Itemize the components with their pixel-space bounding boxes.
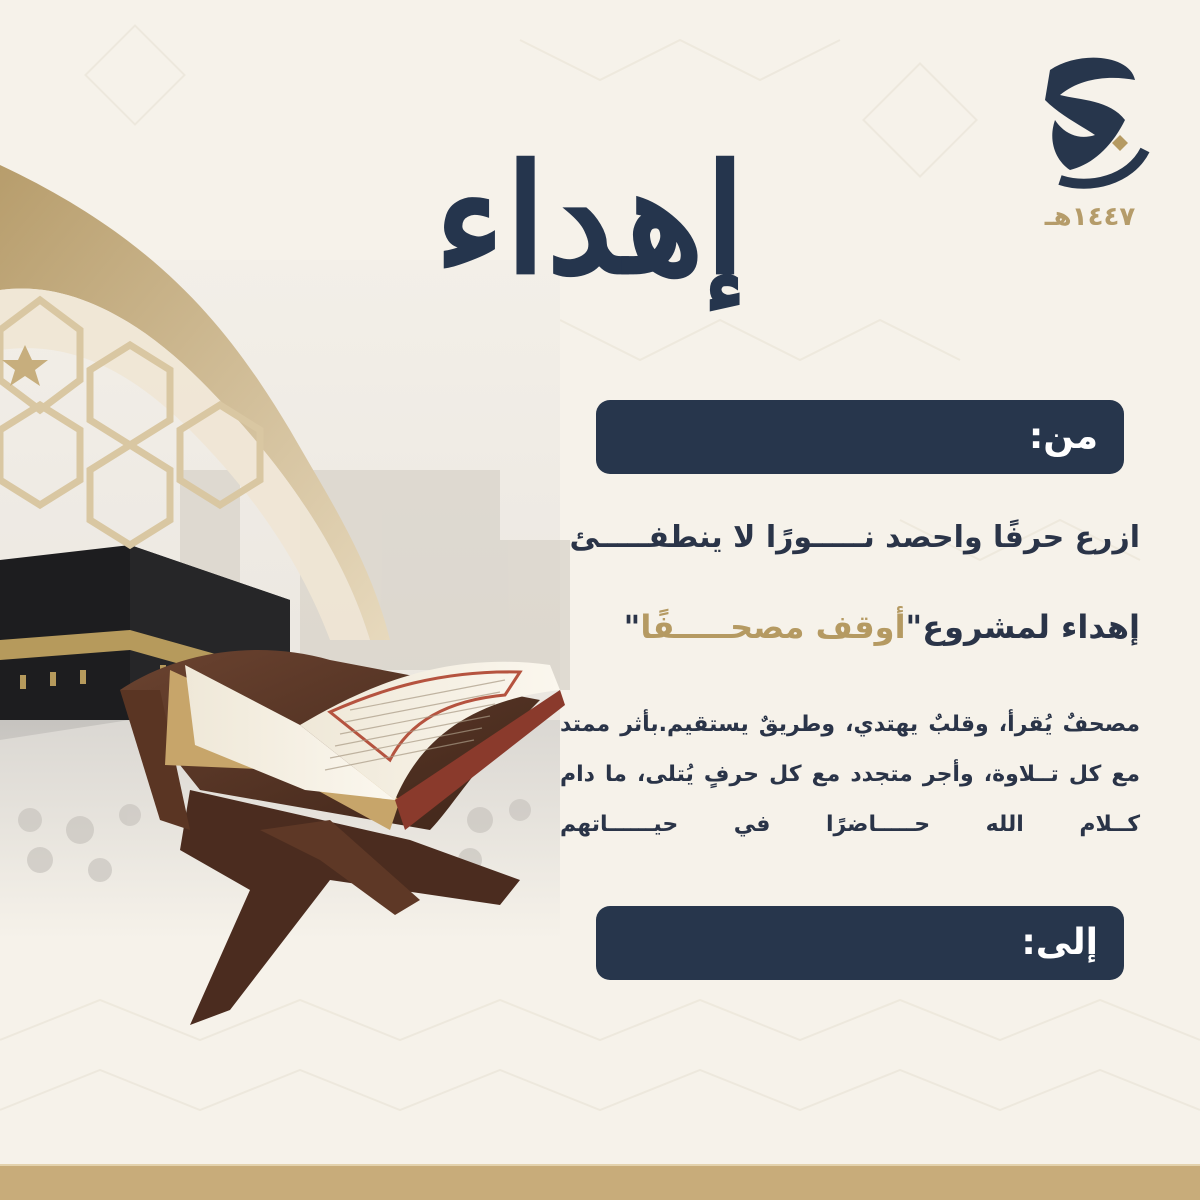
hajj-logo — [1020, 40, 1160, 240]
to-label: إلى: — [1021, 922, 1098, 963]
from-field[interactable] — [596, 400, 1124, 474]
project-prefix: إهداء لمشروع — [922, 608, 1140, 646]
project-line — [624, 608, 1140, 646]
to-field[interactable] — [596, 906, 1124, 980]
tagline: ازرع حرفًا واحصد نـــــورًا لا ينطفـــــئ — [569, 520, 1140, 555]
open-quote: " — [905, 608, 923, 646]
project-name: أوقف مصحـــــفًا — [640, 608, 906, 646]
close-quote: " — [623, 608, 641, 646]
hijri-year: ١٤٤٧هـ — [1044, 202, 1136, 232]
page-title: إهداء — [434, 132, 746, 308]
body-paragraph: مصحفٌ يُقرأ، وقلبٌ يهتدي، وطريقٌ يستقيم.بأثر ممتد مع كل تــلاوة، وأجر متجدد مع كل حرفٍ يُتلى، ما دام كــلام الله حـــــاضرًا في حيــــــاتهم — [560, 712, 1140, 837]
from-label: من: — [1028, 416, 1098, 457]
bottom-band — [0, 1166, 1200, 1200]
hajj-calligraphy-icon — [1020, 40, 1160, 200]
